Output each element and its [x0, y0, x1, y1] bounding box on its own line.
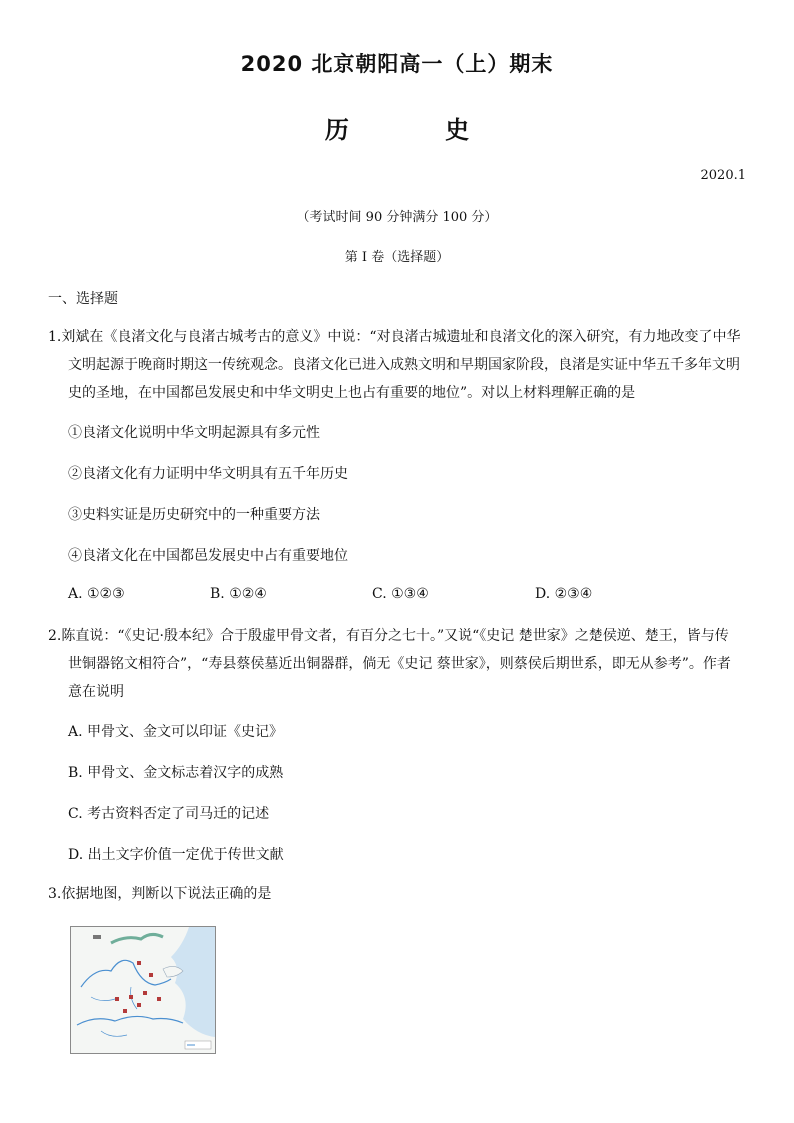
map-marker-1: [137, 961, 141, 965]
question-1-stem: [48, 323, 748, 407]
question-1-line-3: 史的圣地，在中国都邑发展史和中华文明史上也占有重要的地位”。对以上材料理解正确的是: [68, 385, 636, 401]
question-1-choice-a[interactable]: A. ①②③: [68, 586, 125, 602]
map-marker-3: [115, 997, 119, 1001]
question-1-item-1: ①良渚文化说明中华文明起源具有多元性: [68, 425, 320, 441]
exam-subject: 历 史: [324, 116, 514, 144]
question-1-choice-c[interactable]: C. ①③④: [372, 586, 429, 602]
map-marker-5: [143, 991, 147, 995]
question-1-item-4: ④良渚文化在中国都邑发展史中占有重要地位: [68, 548, 348, 564]
map-legend-tag: [93, 935, 101, 939]
question-3-text: 依据地图，判断以下说法正确的是: [61, 886, 272, 902]
question-2-choice-d[interactable]: D. 出土文字价值一定优于传世文献: [68, 847, 284, 863]
question-2-choice-b[interactable]: B. 甲骨文、金文标志着汉字的成熟: [68, 765, 284, 781]
question-1-line-1: 刘斌在《良渚文化与良渚古城考古的意义》中说：“对良渚古城遗址和良渚文化的深入研究，有力地改变了中华: [61, 329, 741, 345]
map-marker-2: [149, 973, 153, 977]
map-marker-7: [137, 1003, 141, 1007]
map-river-yangtze: [77, 1016, 183, 1025]
map-marker-4: [129, 995, 133, 999]
question-1-choice-d[interactable]: D. ②③④: [535, 586, 593, 602]
question-2-choice-a[interactable]: A. 甲骨文、金文可以印证《史记》: [68, 724, 284, 740]
question-2-line-1: 陈直说：“《史记·殷本纪》合于殷虚甲骨文者，有百分之七十。”又说“《史记 楚世家》之楚侯逆、楚王，皆与传: [61, 628, 729, 644]
map-river-yellow: [81, 960, 171, 987]
section-title: 一、选择题: [48, 291, 118, 307]
map-tributary-1: [91, 997, 115, 1001]
exam-date: 2020.1: [700, 168, 746, 183]
question-3-stem: [48, 880, 748, 908]
question-1-line-2: 文明起源于晚商时期这一传统观念。良渚文化已进入成熟文明和早期国家阶段，良渚是实证中华五千多年文明: [68, 357, 740, 373]
exam-title: 2020 北京朝阳高一（上）期末: [240, 52, 554, 76]
question-3-map: [70, 926, 216, 1054]
map-figure: [71, 927, 215, 1053]
question-2-choice-c[interactable]: C. 考古资料否定了司马迁的记述: [68, 806, 270, 822]
map-wall-line: [111, 934, 163, 943]
map-tributary-3: [101, 1031, 127, 1036]
question-2-line-3: 意在说明: [68, 684, 124, 700]
question-2-line-2: 世铜器铭文相符合”，“寿县蔡侯墓近出铜器群，倘无《史记 蔡世家》，则蔡侯后期世系，即无从参考”。作者: [68, 656, 731, 672]
exam-time-note: （考试时间 90 分钟满分 100 分）: [296, 210, 498, 225]
question-1-item-2: ②良渚文化有力证明中华文明具有五千年历史: [68, 466, 348, 482]
question-2-number: 2.: [48, 628, 62, 644]
question-1-item-3: ③史料实证是历史研究中的一种重要方法: [68, 507, 320, 523]
question-1-choice-b[interactable]: B. ①②④: [210, 586, 267, 602]
question-3-number: 3.: [48, 886, 62, 902]
map-marker-6: [157, 997, 161, 1001]
question-2-stem: [48, 622, 748, 706]
volume-heading: 第 I 卷（选择题）: [344, 250, 450, 265]
map-marker-8: [123, 1009, 127, 1013]
question-1-number: 1.: [48, 329, 62, 345]
